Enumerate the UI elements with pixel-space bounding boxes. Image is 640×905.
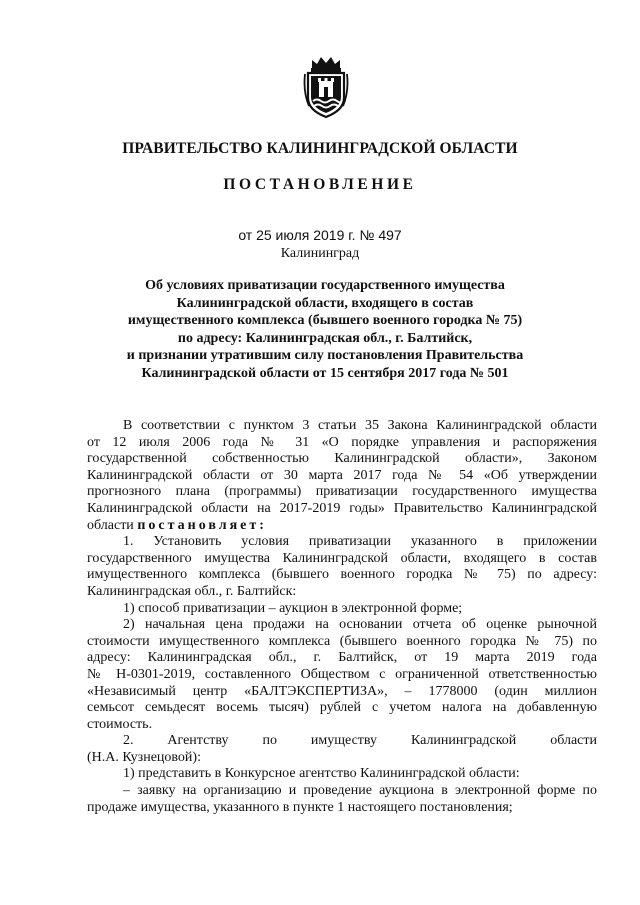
body-text: области [87, 517, 138, 533]
city: Калининград [280, 246, 360, 261]
title-line: по адресу: Калининградская обл., г. Балтийск, [177, 330, 473, 346]
body-line: – заявку на организацию и проведение аукциона в электронной форме по [123, 783, 597, 799]
body-line: В соответствии с пунктом 3 статьи 35 Закона Калининградской области [123, 418, 597, 433]
title-line: имущественного комплекса (бывшего военного городка № 75) [127, 313, 523, 328]
body-line: № Н-0301-2019, составленного Обществом с ограниченной ответственностью [87, 666, 597, 682]
body-line: «Независимый центр «БАЛТЭКСПЕРТИЗА», – 1778000 (один миллион [87, 683, 597, 699]
body-line: Калининградской области на 2017-2019 годы» Правительство Калининградской [87, 500, 597, 516]
body-line: от 12 июля 2006 года № 31 «О порядке управления и распоряжения [87, 434, 597, 450]
coat-of-arms-icon [303, 54, 349, 120]
document-title [95, 277, 555, 382]
document-body [87, 418, 597, 816]
body-line: 1) представить в Конкурсное агентство Калининградской области: [123, 766, 520, 782]
document-type: ПОСТАНОВЛЕНИЕ [223, 176, 417, 193]
resolves-word: постановляет: [137, 517, 267, 533]
body-line [87, 518, 597, 535]
body-line: (Н.А. Кузнецовой): [87, 749, 201, 765]
body-line: 2. Агентству по имуществу Калининградской области [123, 733, 597, 749]
body-line: адресу: Калининградская обл., г. Балтийск, от 19 марта 2019 года [87, 650, 597, 666]
date-and-number: от 25 июля 2019 г. № 497 [238, 227, 402, 243]
body-line: 2) начальная цена продажи на основании отчета об оценке рыночной [123, 617, 597, 633]
body-line: стоимости имущественного комплекса (бывшего военного городка № 75) по [87, 633, 597, 649]
body-line: 1) способ приватизации – аукцион в электронной форме; [123, 600, 463, 616]
body-line: государственной собственностью Калининградской области», Законом [87, 451, 597, 467]
title-line: Калининградской области, входящего в состав [176, 295, 474, 311]
body-line: семьсот семьдесят восемь тысяч) рублей с учетом налога на добавленную [87, 700, 597, 716]
title-line: Об условиях приватизации государственного имущества [145, 278, 505, 293]
body-line: 1. Установить условия приватизации указанного в приложении [123, 534, 597, 550]
body-line: имущественного комплекса (бывшего военного городка № 75) по адресу: [87, 567, 597, 583]
body-line: государственного имущества Калининградской области, входящего в состав [87, 550, 597, 566]
body-line: Калининградская обл., г. Балтийск: [87, 583, 297, 599]
title-line: и признании утратившим силу постановления Правительства [126, 348, 524, 363]
body-line: прогнозного плана (программы) приватизации государственного имущества [87, 484, 597, 500]
government-name: ПРАВИТЕЛЬСТВО КАЛИНИНГРАДСКОЙ ОБЛАСТИ [122, 140, 518, 157]
body-line: продаже имущества, указанного в пункте 1 настоящего постановления; [87, 799, 513, 815]
body-line: стоимость. [87, 716, 153, 732]
body-line: Калининградской области от 30 марта 2017 года № 54 «Об утверждении [87, 467, 597, 483]
title-line: Калининградской области от 15 сентября 2017 года № 501 [141, 365, 509, 381]
